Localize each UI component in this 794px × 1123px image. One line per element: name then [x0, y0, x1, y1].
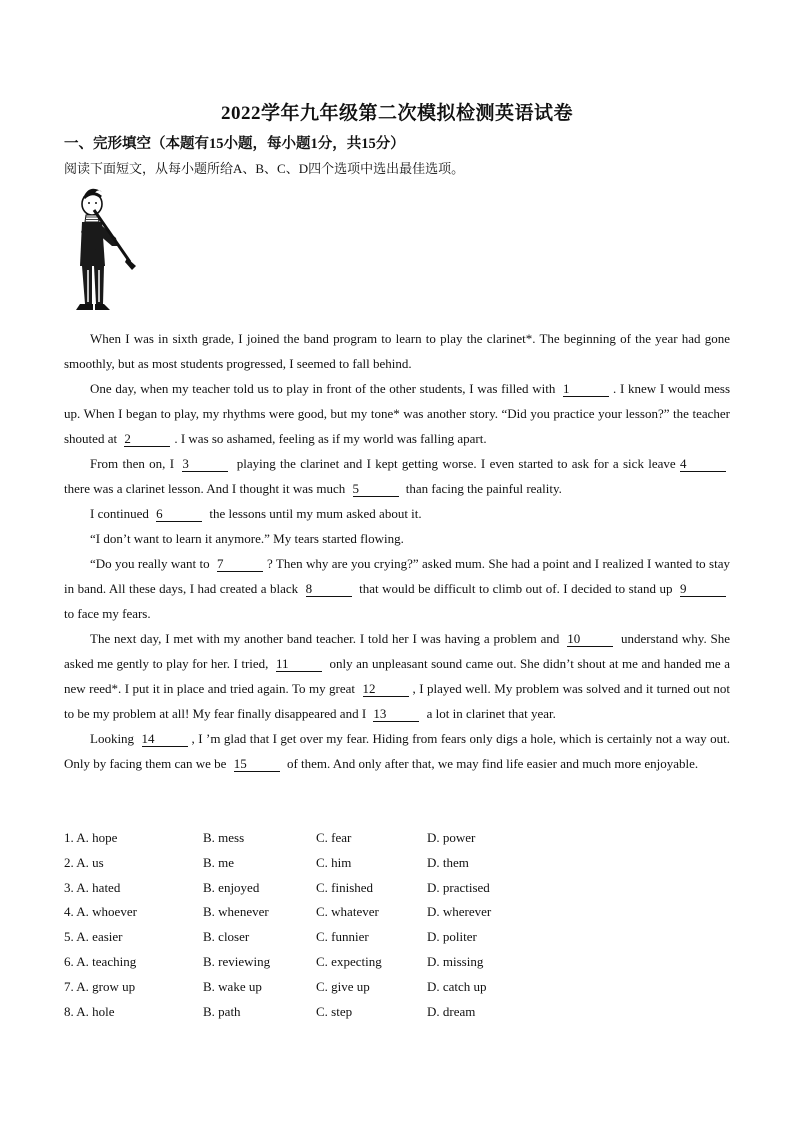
blank-3: 3 — [182, 456, 228, 472]
blank-4: 4 — [680, 456, 726, 472]
section-heading: 一、完形填空（本题有15小题，每小题1分，共15分） — [64, 136, 405, 152]
option-d: D. catch up — [427, 978, 487, 994]
option-a: 8. A. hole — [64, 1003, 115, 1019]
cloze-passage — [64, 326, 730, 776]
blank-8: 8 — [306, 581, 352, 597]
paragraph-2: One day, when my teacher told us to play in front of the other students, I was filled with 1 . I knew I would mess up. When I began to play, my rhythms were good, but my tone* was another story. “Did you practice your lesson?” the teacher shouted at 2 . I was so ashamed, feeling as if my world was falling apart. — [64, 381, 730, 446]
option-a: 3. A. hated — [64, 879, 121, 895]
blank-7: 7 — [217, 556, 263, 572]
option-c: C. fear — [316, 830, 352, 845]
option-c: C. expecting — [316, 953, 382, 969]
clarinet-player-illustration — [72, 186, 150, 316]
option-d: D. wherever — [427, 904, 492, 920]
option-c: C. give up — [316, 978, 370, 994]
option-b: B. reviewing — [203, 953, 271, 969]
option-c: C. whatever — [316, 904, 379, 920]
clarinet-player-icon — [72, 186, 150, 316]
answer-options — [64, 826, 730, 1024]
option-a: 5. A. easier — [64, 929, 123, 945]
option-d: D. dream — [427, 1003, 476, 1019]
option-row-5 — [64, 925, 730, 950]
option-c: C. finished — [316, 879, 374, 895]
option-row-2 — [64, 851, 730, 876]
option-d: D. missing — [427, 953, 484, 969]
option-row-3 — [64, 876, 730, 901]
option-b: B. me — [203, 854, 235, 870]
blank-9: 9 — [680, 581, 726, 597]
option-row-8 — [64, 1000, 730, 1025]
blank-11: 11 — [276, 656, 322, 672]
blank-13: 13 — [373, 706, 419, 722]
option-b: B. closer — [203, 929, 250, 945]
option-b: B. whenever — [203, 904, 269, 920]
option-b: B. wake up — [203, 978, 262, 994]
option-d: D. them — [427, 854, 469, 870]
option-a: 1. A. hope — [64, 830, 118, 845]
blank-15: 15 — [234, 756, 280, 772]
paragraph-3: From then on, I 3 playing the clarinet and I kept getting worse. I even started to ask for a sick leave 4 there was a clarinet lesson. And I thought it was much 5 than facing the painful reality. — [64, 451, 730, 501]
blank-10: 10 — [567, 631, 613, 647]
paragraph-1: When I was in sixth grade, I joined the band program to learn to play the clarinet*. The beginning of the year had gone smoothly, but as most students progressed, I seemed to fall behind. — [64, 331, 730, 371]
blank-1: 1 — [563, 381, 609, 397]
option-row-4 — [64, 900, 730, 925]
paragraph-4: I continued 6 the lessons until my mum asked about it. — [90, 506, 422, 521]
option-a: 7. A. grow up — [64, 978, 136, 994]
paragraph-5: “I don’t want to learn it anymore.” My tears started flowing. — [90, 531, 404, 546]
option-d: D. practised — [427, 879, 490, 895]
blank-12: 12 — [363, 681, 409, 697]
paragraph-8: Looking 14 , I ’m glad that I get over my fear. Hiding from fears only digs a hole, which is certainly not a way out. Only by facing them can we be 15 of them. And only after that, we may find life easier and much more enjoyable. — [64, 731, 730, 771]
option-a: 4. A. whoever — [64, 904, 137, 920]
exam-title: 2022学年九年级第二次模拟检测英语试卷 — [220, 103, 573, 124]
option-row-6 — [64, 950, 730, 975]
option-a: 2. A. us — [64, 854, 104, 870]
option-c: C. step — [316, 1003, 353, 1019]
option-d: D. power — [427, 830, 476, 845]
option-row-7 — [64, 975, 730, 1000]
blank-5: 5 — [353, 481, 399, 497]
option-c: C. him — [316, 854, 352, 870]
paragraph-6: “Do you really want to 7 ? Then why are you crying?” asked mum. She had a point and I realized I wanted to stay in band. All these days, I had created a black 8 that would be difficult to climb out of. I decided to stand up 9 to face my fears. — [64, 556, 730, 621]
option-a: 6. A. teaching — [64, 953, 137, 969]
option-row-1 — [64, 826, 730, 851]
option-d: D. politer — [427, 929, 477, 945]
option-c: C. funnier — [316, 929, 369, 945]
option-b: B. mess — [203, 830, 245, 845]
blank-14: 14 — [142, 731, 188, 747]
paragraph-7: The next day, I met with my another band teacher. I told her I was having a problem and 10 understand why. She asked me gently to play for her. I tried, 11 only an unpleasant sound came out. She didn’t shout at me and handed me a new reed*. I put it in place and tried again. To my great 12 , I played well. My problem was solved and it turned out not to be my problem at all! My fear finally disappeared and I 13 a lot in clarinet that year. — [64, 631, 731, 721]
blank-2: 2 — [124, 431, 170, 447]
option-b: B. path — [203, 1003, 241, 1019]
option-b: B. enjoyed — [203, 879, 260, 895]
section-instruction: 阅读下面短文，从每小题所给A、B、C、D四个选项中选出最佳选项。 — [64, 161, 465, 176]
blank-6: 6 — [156, 506, 202, 522]
